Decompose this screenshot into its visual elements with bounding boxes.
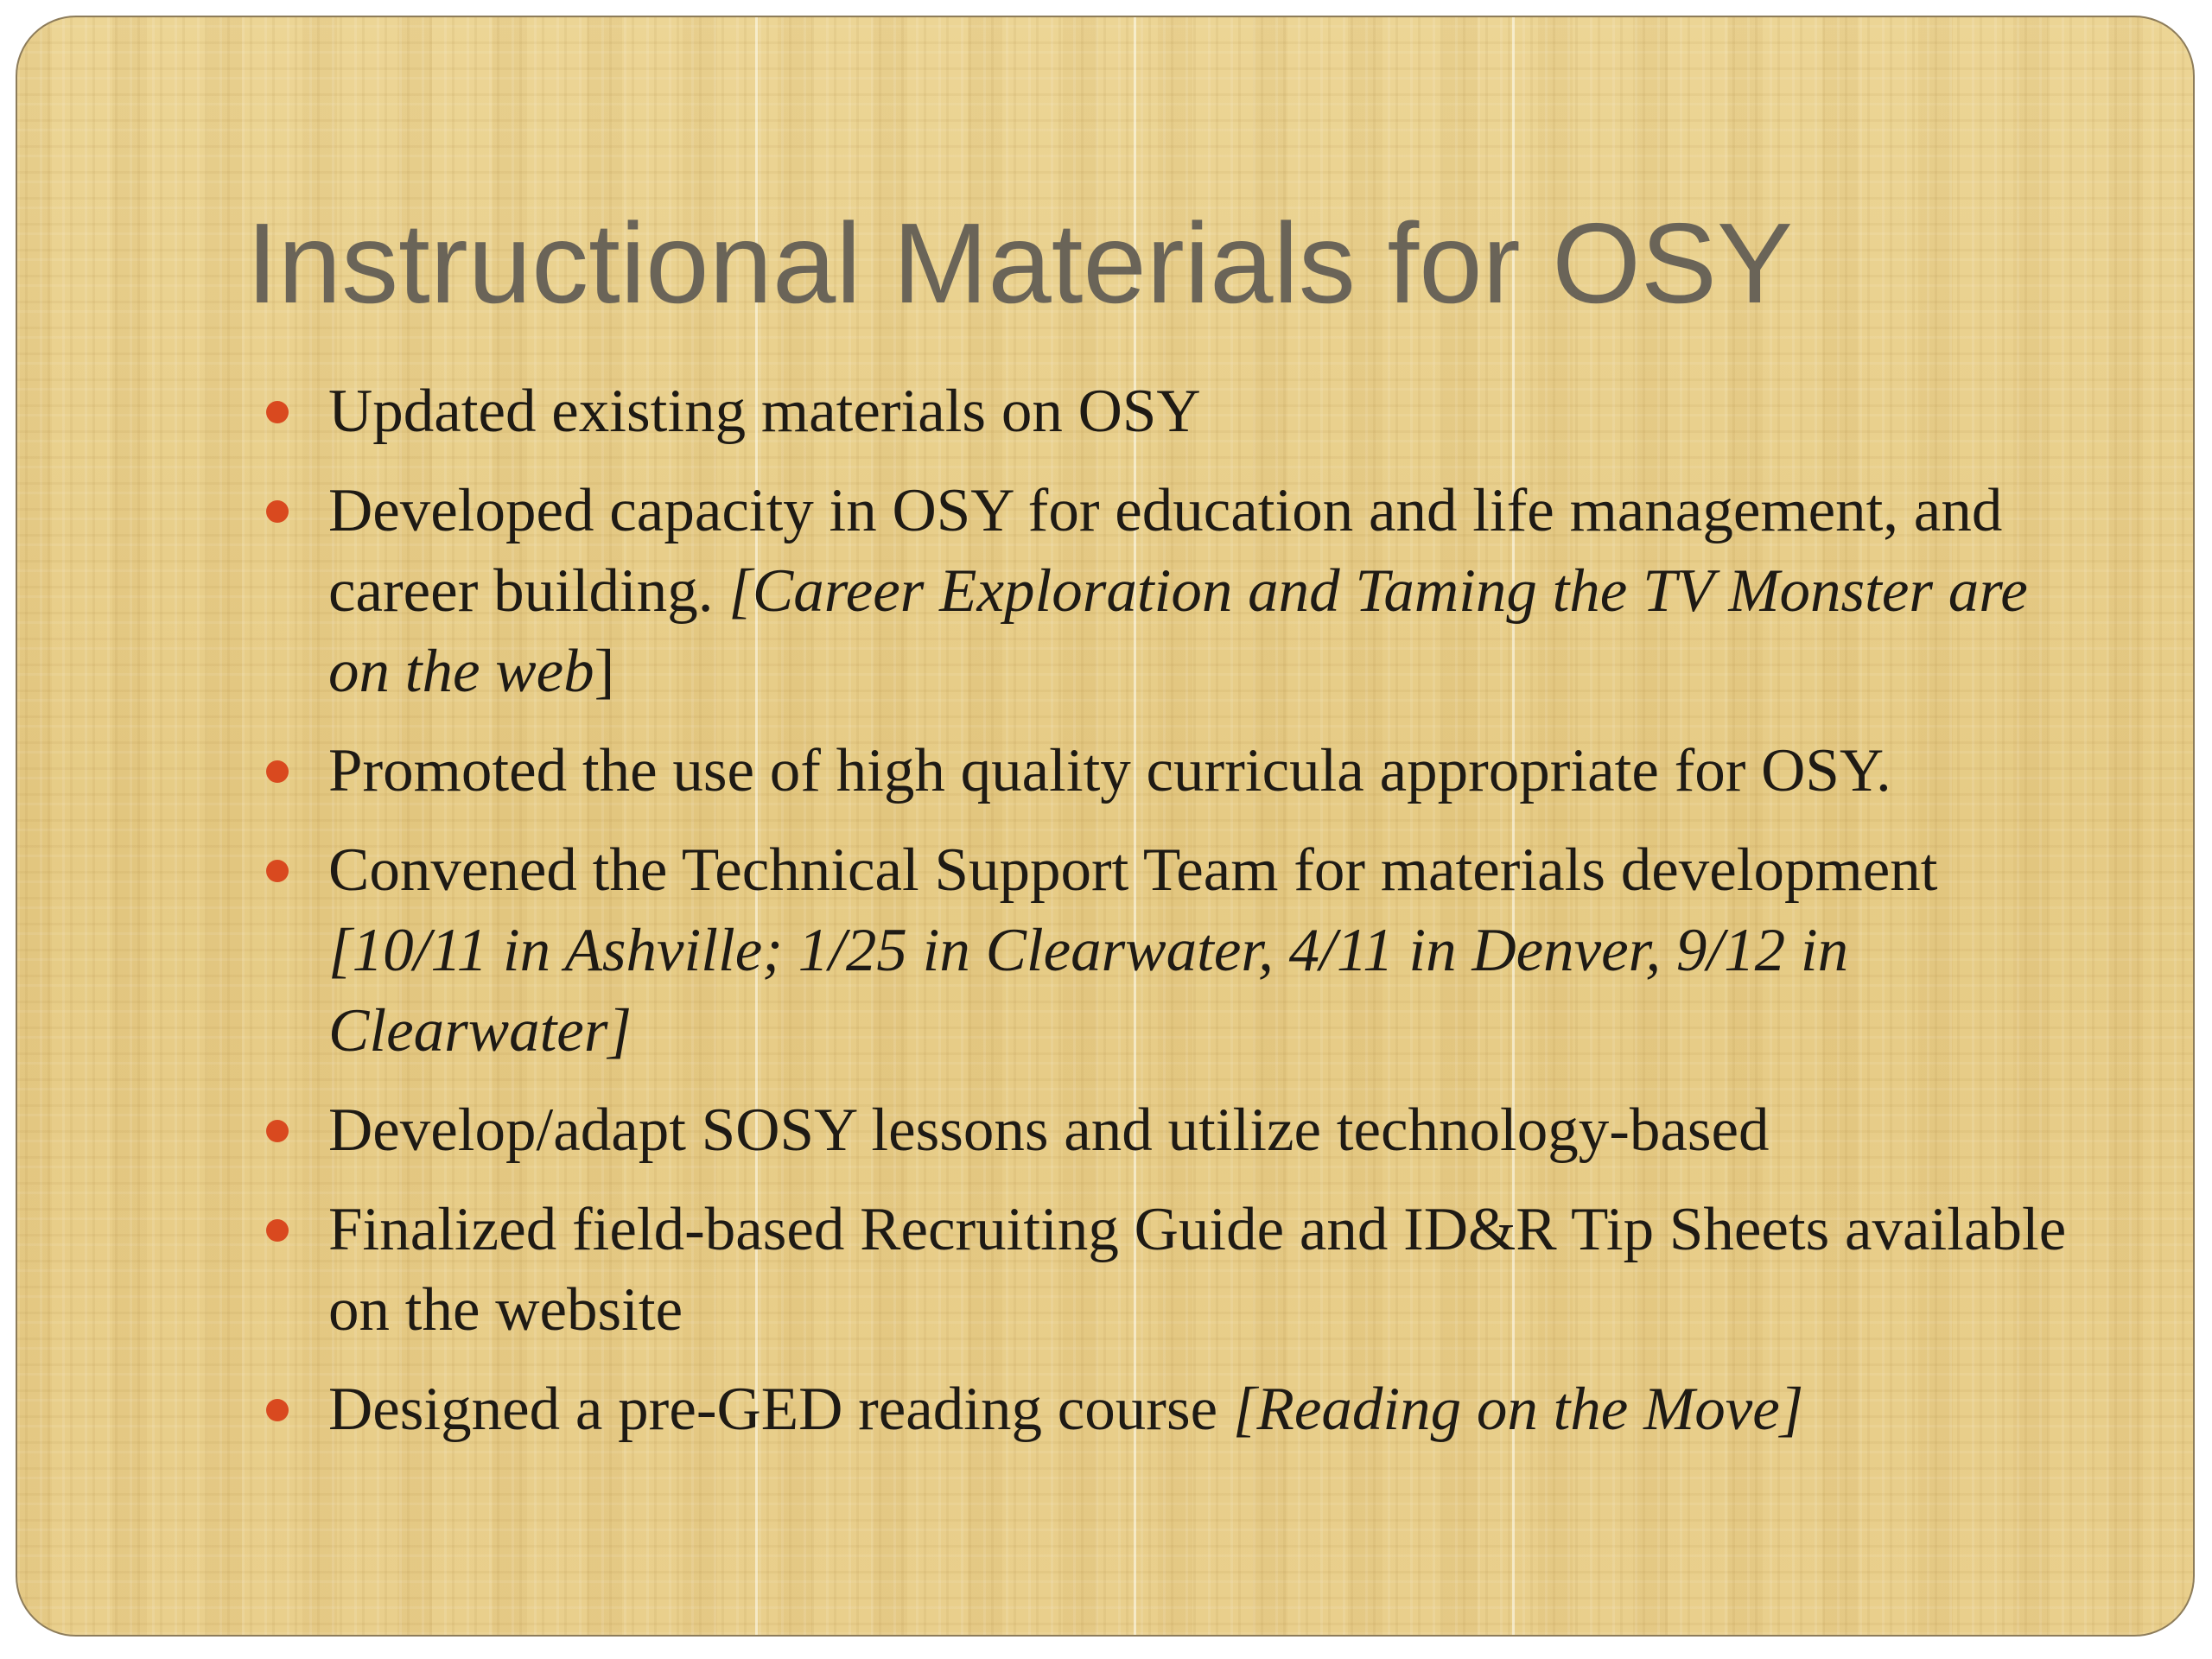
bullet-item [246,1190,2104,1351]
bullet-text: Designed a pre-GED reading course [328,1376,1233,1443]
bullet-text: Develop/adapt SOSY lessons and utilize technology-based [328,1096,1770,1164]
bullet-item [246,1090,2104,1171]
bullet-text: Promoted the use of high quality curricula appropriate for OSY. [328,737,1891,804]
bullet-item [246,731,2104,811]
slide-title: Instructional Materials for OSY [246,200,1793,327]
bullet-text-tail: ] [594,638,615,705]
bullet-item [246,830,2104,1071]
slide [16,16,2195,1637]
bullet-text: Developed capacity in OSY for education and life management, and career building. [328,477,2003,625]
bullet-italic-note: [10/11 in Ashville; 1/25 in Clearwater, 4/11 in Denver, 9/12 in Clearwater] [328,917,1849,1065]
bullet-text: Convened the Technical Support Team for materials development [328,836,1938,904]
bullet-item [246,471,2104,712]
bullet-dot-icon [266,860,289,882]
bullet-italic-note: [Career Exploration and Taming the TV Monster are on the web [328,557,2028,705]
bullet-dot-icon [266,401,289,423]
bullet-dot-icon [266,1120,289,1142]
bullet-dot-icon [266,760,289,783]
bullet-dot-icon [266,1219,289,1242]
bullet-text: Updated existing materials on OSY [328,378,1201,445]
bullet-item [246,1370,2104,1450]
bullet-dot-icon [266,1399,289,1421]
bullet-text: Finalized field-based Recruiting Guide and ID&R Tip Sheets available on the website [328,1196,2067,1344]
bullet-list [246,372,2104,1469]
bullet-italic-note: [Reading on the Move] [1232,1376,1804,1443]
bullet-item [246,372,2104,452]
bullet-dot-icon [266,500,289,523]
